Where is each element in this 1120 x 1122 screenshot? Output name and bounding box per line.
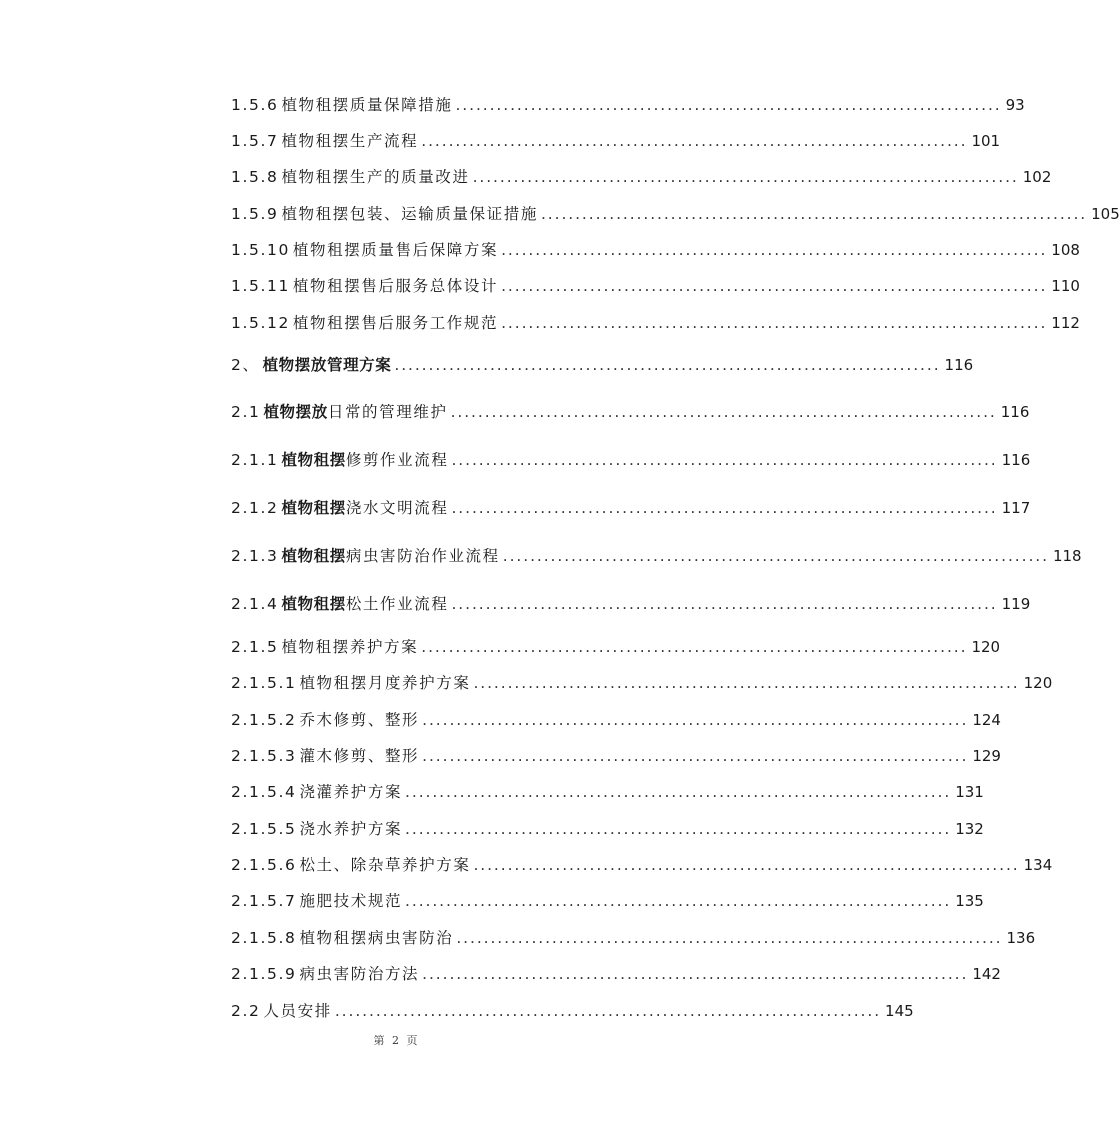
toc-entry-title — [296, 929, 453, 948]
toc-dot-leader: ................................................................................ — [456, 929, 1003, 947]
toc-dot-leader: ................................................................................ — [455, 96, 1002, 114]
toc-entry-page: 129 — [972, 747, 1001, 765]
toc-entry-number: 1.5.6 — [231, 96, 279, 114]
toc-entry-page: 136 — [1006, 929, 1036, 947]
toc-entry-title-bold: 植物摆放 — [263, 403, 328, 421]
toc-entry-title — [290, 277, 498, 296]
toc-entry-number: 2.1.5.6 — [231, 856, 297, 874]
toc-dot-leader: ................................................................................ — [421, 132, 968, 150]
toc-entry-number: 2.1.5.1 — [231, 674, 297, 692]
toc-entry-title-bold: 植物租摆 — [281, 547, 346, 565]
page-footer — [0, 1032, 793, 1048]
toc-entry-page: 110 — [1051, 277, 1080, 295]
toc-entry-number: 2.1.2 — [231, 499, 279, 517]
toc-entry-page: 131 — [955, 783, 984, 801]
toc-entry[interactable] — [231, 547, 1082, 571]
toc-entry[interactable] — [231, 205, 1120, 229]
toc-entry-title — [278, 638, 418, 657]
toc-entry-title — [260, 403, 447, 422]
toc-entry-page: 116 — [1000, 403, 1030, 421]
toc-entry-page: 108 — [1051, 241, 1080, 259]
footer-prefix: 第 — [373, 1034, 387, 1047]
toc-entry-title — [260, 356, 392, 375]
toc-entry[interactable] — [231, 1002, 914, 1026]
toc-entry-page: 119 — [1001, 595, 1031, 613]
toc-entry-number: 2.1.5.9 — [231, 965, 297, 983]
toc-entry-title — [278, 205, 538, 224]
toc-dot-leader: ................................................................................ — [501, 314, 1048, 332]
toc-entry-number: 1.5.8 — [231, 168, 279, 186]
toc-entry-title — [278, 168, 469, 187]
toc-entry-page: 145 — [885, 1002, 914, 1020]
toc-entry-title — [278, 451, 448, 470]
toc-entry-title-text: 人员安排 — [263, 1002, 332, 1020]
toc-entry[interactable] — [231, 856, 1053, 880]
toc-entry-number: 2.1.5.4 — [231, 783, 297, 801]
toc-entry[interactable] — [231, 747, 1001, 771]
toc-entry-page: 124 — [972, 711, 1001, 729]
toc-entry-title-text: 浇灌养护方案 — [299, 783, 403, 801]
toc-entry-title — [278, 96, 452, 115]
toc-entry-title-text: 松土作业流程 — [345, 595, 449, 613]
toc-entry-page: 105 — [1091, 205, 1120, 223]
toc-entry-title — [278, 547, 499, 566]
toc-entry[interactable] — [231, 674, 1053, 698]
toc-entry-number: 2.1.5.2 — [231, 711, 297, 729]
toc-entry-page: 116 — [944, 356, 974, 374]
toc-dot-leader: ................................................................................ — [501, 277, 1048, 295]
toc-entry-page: 101 — [971, 132, 1001, 150]
toc-entry-title — [296, 856, 470, 875]
toc-entry-page: 112 — [1051, 314, 1080, 332]
toc-entry-title-text: 乔木修剪、整形 — [299, 711, 420, 729]
toc-entry-title-text: 松土、除杂草养护方案 — [299, 856, 471, 874]
toc-entry-title — [296, 820, 402, 839]
toc-entry-title-bold: 植物租摆 — [281, 595, 346, 613]
toc-entry-title-text: 植物租摆包装、运输质量保证措施 — [281, 205, 538, 223]
footer-page-number: 2 — [392, 1034, 401, 1047]
toc-entry[interactable] — [231, 783, 984, 807]
toc-entry[interactable] — [231, 499, 1031, 523]
toc-entry-number: 2.1 — [231, 403, 261, 421]
toc-entry-title-text: 浇水养护方案 — [299, 820, 403, 838]
toc-entry-number: 1.5.11 — [231, 277, 290, 295]
toc-entry[interactable] — [231, 595, 1031, 619]
toc-dot-leader: ................................................................................ — [422, 747, 969, 765]
toc-entry-title-text: 病虫害防治作业流程 — [345, 547, 500, 565]
toc-entry[interactable] — [231, 965, 1001, 989]
toc-entry[interactable] — [231, 314, 1080, 338]
toc-entry[interactable] — [231, 96, 1025, 120]
toc-entry-title-bold: 植物租摆 — [281, 451, 346, 469]
toc-entry-title-text: 浇水文明流程 — [345, 499, 449, 517]
toc-entry-title — [296, 747, 419, 766]
toc-entry-title — [278, 132, 418, 151]
toc-entry-number: 2、 — [231, 356, 260, 374]
toc-entry-title-bold: 植物租摆 — [281, 499, 346, 517]
toc-entry-number: 2.1.1 — [231, 451, 279, 469]
toc-entry-title — [296, 711, 419, 730]
toc-entry[interactable] — [231, 711, 1001, 735]
toc-entry[interactable] — [231, 892, 984, 916]
toc-entry[interactable] — [231, 132, 1001, 156]
toc-entry-title-text: 灌木修剪、整形 — [299, 747, 420, 765]
toc-entry-page: 135 — [955, 892, 984, 910]
toc-entry-title — [296, 783, 402, 802]
toc-entry-page: 132 — [955, 820, 984, 838]
toc-entry-number: 2.1.5.8 — [231, 929, 297, 947]
toc-entry-page: 102 — [1022, 168, 1052, 186]
toc-entry-page: 120 — [1023, 674, 1053, 692]
toc-entry-page: 116 — [1001, 451, 1031, 469]
toc-dot-leader: ................................................................................ — [472, 168, 1019, 186]
toc-dot-leader: ................................................................................ — [422, 711, 969, 729]
toc-entry-number: 2.1.5.3 — [231, 747, 297, 765]
toc-dot-leader: ................................................................................ — [405, 783, 952, 801]
toc-entry[interactable] — [231, 168, 1052, 192]
toc-entry-title-text: 植物租摆质量保障措施 — [281, 96, 453, 114]
toc-dot-leader: ................................................................................ — [473, 674, 1020, 692]
toc-entry[interactable] — [231, 356, 974, 380]
toc-entry-number: 1.5.12 — [231, 314, 290, 332]
toc-entry-title-bold: 植物摆放管理方案 — [262, 356, 392, 374]
toc-dot-leader: ................................................................................ — [451, 451, 998, 469]
toc-entry-number: 1.5.7 — [231, 132, 279, 150]
toc-dot-leader: ................................................................................ — [451, 499, 998, 517]
toc-dot-leader: ................................................................................ — [405, 820, 952, 838]
toc-entry-number: 1.5.10 — [231, 241, 290, 259]
toc-dot-leader: ................................................................................ — [394, 356, 941, 374]
toc-entry-title-text: 植物租摆生产的质量改进 — [281, 168, 470, 186]
footer-suffix: 页 — [406, 1034, 420, 1047]
toc-entry-number: 2.2 — [231, 1002, 261, 1020]
toc-entry-title — [278, 595, 448, 614]
toc-entry-title-text: 修剪作业流程 — [345, 451, 449, 469]
toc-entry[interactable] — [231, 451, 1031, 475]
toc-entry[interactable] — [231, 638, 1001, 662]
toc-entry-page: 118 — [1052, 547, 1082, 565]
toc-entry-number: 2.1.3 — [231, 547, 279, 565]
toc-entry-title-text: 植物租摆月度养护方案 — [299, 674, 471, 692]
toc-entry[interactable] — [231, 820, 984, 844]
toc-entry-title — [296, 674, 470, 693]
toc-entry-title-text: 植物租摆养护方案 — [281, 638, 419, 656]
toc-dot-leader: ................................................................................ — [450, 403, 997, 421]
toc-entry-title-text: 植物租摆售后服务工作规范 — [292, 314, 499, 332]
toc-entry-title-text: 植物租摆质量售后保障方案 — [292, 241, 499, 259]
toc-entry[interactable] — [231, 403, 1030, 427]
toc-entry-number: 2.1.5.5 — [231, 820, 297, 838]
toc-entry-title-text: 植物租摆生产流程 — [281, 132, 419, 150]
toc-dot-leader: ................................................................................ — [421, 638, 968, 656]
toc-entry-page: 120 — [971, 638, 1001, 656]
toc-entry-title — [290, 314, 498, 333]
toc-entry-page: 134 — [1023, 856, 1053, 874]
toc-dot-leader: ................................................................................ — [501, 241, 1048, 259]
toc-dot-leader: ................................................................................ — [422, 965, 969, 983]
toc-entry-title — [296, 965, 419, 984]
toc-dot-leader: ................................................................................ — [334, 1002, 882, 1020]
toc-dot-leader: ................................................................................ — [473, 856, 1020, 874]
toc-dot-leader: ................................................................................ — [405, 892, 952, 910]
toc-entry[interactable] — [231, 929, 1036, 953]
toc-dot-leader: ................................................................................ — [540, 205, 1088, 223]
toc-entry-title-text: 日常的管理维护 — [327, 403, 448, 421]
toc-entry-page: 93 — [1005, 96, 1025, 114]
toc-entry-number: 2.1.5 — [231, 638, 279, 656]
toc-entry-title-text: 病虫害防治方法 — [299, 965, 420, 983]
toc-dot-leader: ................................................................................ — [451, 595, 998, 613]
toc-dot-leader: ................................................................................ — [502, 547, 1049, 565]
toc-entry[interactable] — [231, 241, 1080, 265]
toc-entry-title — [290, 241, 498, 260]
toc-entry-title-text: 植物租摆售后服务总体设计 — [292, 277, 499, 295]
toc-entry-page: 117 — [1001, 499, 1031, 517]
toc-entry-page: 142 — [972, 965, 1001, 983]
toc-entry-title-text: 施肥技术规范 — [299, 892, 403, 910]
toc-entry[interactable] — [231, 277, 1080, 301]
toc-entry-number: 2.1.4 — [231, 595, 279, 613]
toc-entry-number: 1.5.9 — [231, 205, 279, 223]
toc-entry-title — [296, 892, 402, 911]
toc-entry-number: 2.1.5.7 — [231, 892, 297, 910]
toc-entry-title — [278, 499, 448, 518]
toc-entry-title — [260, 1002, 331, 1021]
toc-entry-title-text: 植物租摆病虫害防治 — [299, 929, 454, 947]
